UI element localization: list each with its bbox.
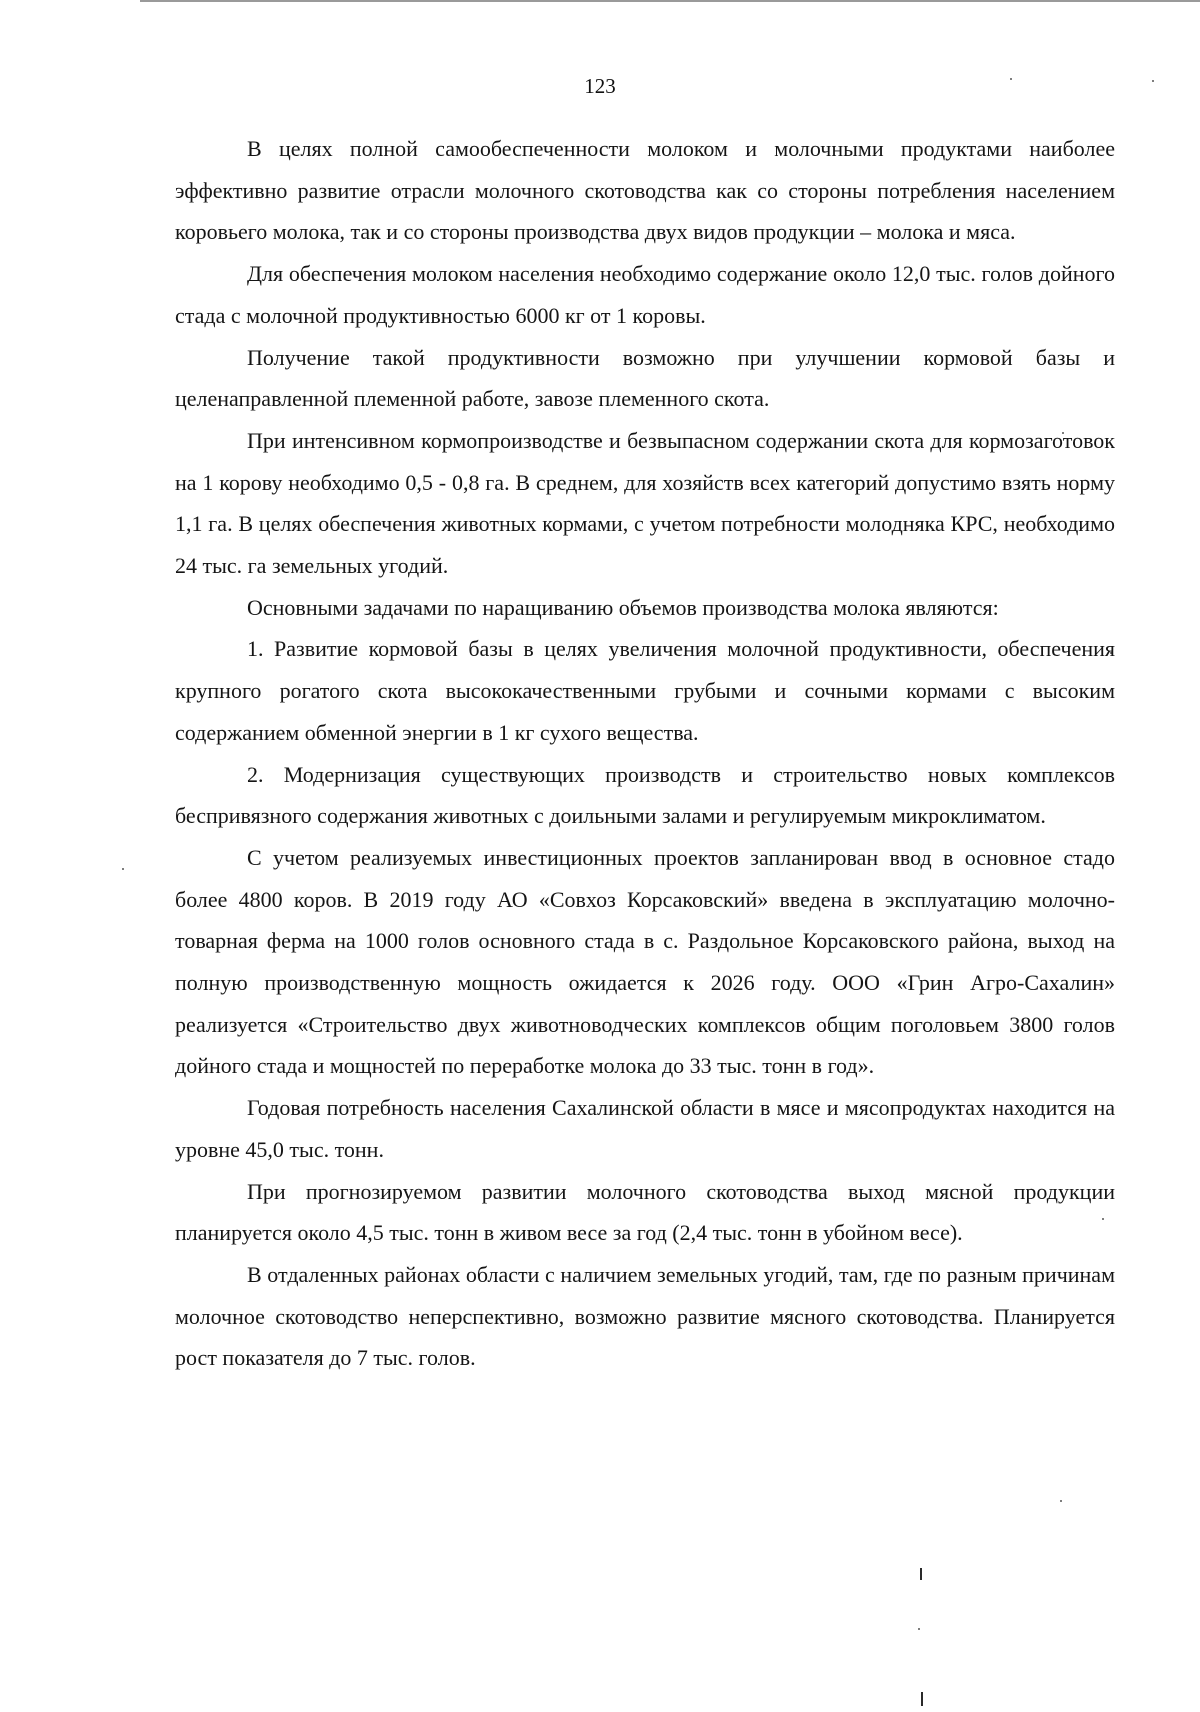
paragraph: При интенсивном кормопроизводстве и безвыпасном содержании скота для кормозаготовок на 1 корову необходимо 0,5 - 0,8 га. В среднем, для хозяйств всех категорий допустимо взять норму 1,1 га. В целях обеспечения животных кормами, с учетом потребности молодняка КРС, необходимо 24 тыс. га земельных угодий. xyxy=(175,427,1115,579)
paragraph: В отдаленных районах области с наличием земельных угодий, там, где по разным причинам молочное скотоводство неперспективно, возможно развитие мясного скотоводства. Планируется рост показателя до 7 тыс. голов. xyxy=(175,1261,1115,1371)
scan-speck xyxy=(918,1628,920,1630)
list-item: 1. Развитие кормовой базы в целях увеличения молочной продуктивности, обеспечения крупного рогатого скота высококачественными грубыми и сочными кормами с высоким содержанием обменной энергии в 1 кг сухого вещества. xyxy=(175,636,1115,745)
paragraph: Годовая потребность населения Сахалинской области в мясе и мясопродуктах находится на уровне 45,0 тыс. тонн. xyxy=(175,1095,1115,1162)
scan-edge-line xyxy=(140,0,1200,2)
scan-speck xyxy=(1060,1500,1062,1502)
list-item: 2. Модернизация существующих производств и строительство новых комплексов беспривязного содержания животных с доильными залами и регулируемым микроклиматом. xyxy=(175,761,1115,829)
paragraph: Основными задачами по наращиванию объемов производства молока являются: xyxy=(247,594,999,620)
scan-margin-mark xyxy=(921,1692,923,1706)
scan-speck xyxy=(122,868,124,870)
paragraph: С учетом реализуемых инвестиционных проектов запланирован ввод в основное стадо более 4800 коров. В 2019 году АО «Совхоз Корсаковский» введена в эксплуатацию молочно-товарная ферма на 1000 голов основного стада в с. Раздольное Корсаковского района, выход на полную производственную мощность ожидается к 2026 году. ООО «Грин Агро-Сахалин» реализуется «Строительство двух животноводческих комплексов общим поголовьем 3800 голов дойного стада и мощностей по переработке молока до 33 тыс. тонн в год». xyxy=(175,844,1115,1079)
paragraph: Для обеспечения молоком населения необходимо содержание около 12,0 тыс. голов дойного стада с молочной продуктивностью 6000 кг от 1 коровы. xyxy=(175,261,1115,328)
paragraph: В целях полной самообеспеченности молоком и молочными продуктами наиболее эффективно развитие отрасли молочного скотоводства как со стороны потребления населением коровьего молока, так и со стороны производства двух видов продукции – молока и мяса. xyxy=(175,136,1115,245)
scan-margin-mark xyxy=(920,1568,922,1580)
paragraph: Получение такой продуктивности возможно при улучшении кормовой базы и целенаправленной племенной работе, завозе племенного скота. xyxy=(175,344,1115,412)
document-body xyxy=(175,128,1115,1379)
page-number: 123 xyxy=(584,74,616,98)
paragraph: При прогнозируемом развитии молочного скотоводства выход мясной продукции планируется около 4,5 тыс. тонн в живом весе за год (2,4 тыс. тонн в убойном весе). xyxy=(175,1178,1115,1246)
